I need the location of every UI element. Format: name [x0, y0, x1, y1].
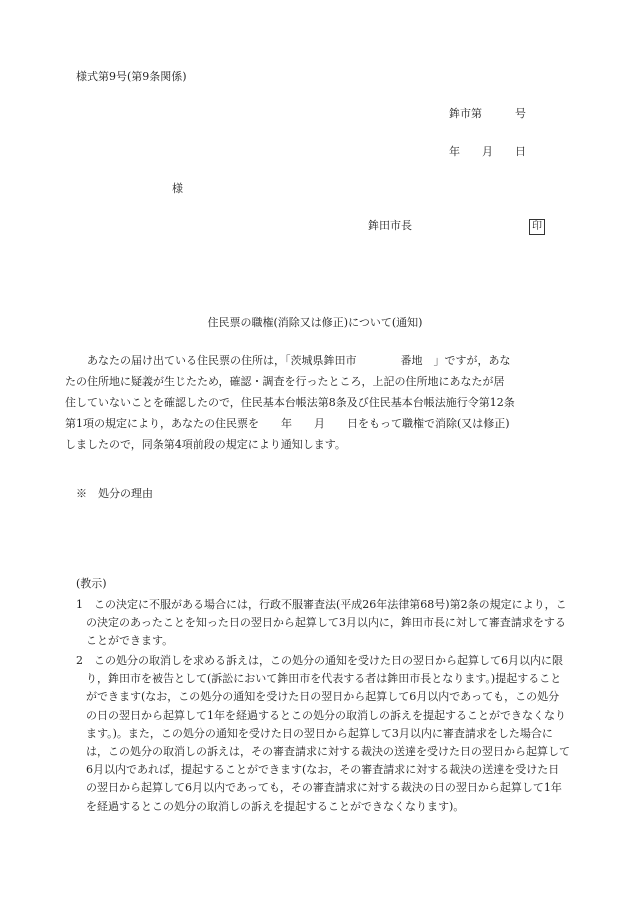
body-line: あなたの届け出ている住民票の住所は，「茨城県鉾田市 番地 」ですが，あな: [87, 354, 511, 367]
kyoji-item: [76, 652, 570, 816]
seal-mark: 印: [529, 219, 545, 235]
item-text: この決定に不服がある場合には，行政不服審査法(平成26年法律第68号)第2条の規定により，この決定のあったことを知った日の翌日から起算して3月以内に，鉾田市長に対して審査請求をすることができます。: [86, 598, 567, 648]
document-title: 住民票の職権(消除又は修正)について(通知): [207, 316, 423, 329]
reason-label: ※ 処分の理由: [76, 487, 153, 500]
notice-body: [65, 350, 558, 455]
body-line: 住していないことを確認したので，住民基本台帳法第8条及び住民基本台帳法施行令第12条: [65, 396, 515, 409]
item-number: 1: [76, 598, 83, 611]
kyoji-item: [76, 596, 570, 651]
body-line: 第1項の規定により，あなたの住民票を 年 月 日をもって職権で消除(又は修正): [65, 417, 510, 430]
sender-name: 鉾田市長: [368, 219, 412, 232]
addressee-honorific: 様: [172, 182, 183, 195]
document-number: 鉾市第 号: [449, 107, 526, 120]
issue-date: 年 月 日: [449, 145, 526, 158]
item-text: この処分の取消しを求める訴えは，この処分の通知を受けた日の翌日から起算して6月以内に限り，鉾田市を被告として(訴訟において鉾田市を代表する者は鉾田市長となります。)提起することができます(なお，この処分の通知を受けた日の翌日から起算して6月以内であっても，この処分の日の翌日から起算して1年を経過するとこの処分の取消しの訴えを提起することができなくなります。)。また，この処分の通知を受けた日の翌日から起算して3月以内に審査請求をした場合には，この処分の取消しの訴えは，その審査請求に対する裁決の送達を受けた日の翌日から起算して6月以内であれば，提起することができます(なお，その審査請求に対する裁決の送達を受けた日の翌日から起算して6月以内であっても，その審査請求に対する裁決の日の翌日から起算して1年を経過するとこの処分の取消しの訴えを提起することができなくなります)。: [86, 654, 570, 813]
body-line: たの住所地に疑義が生じたため，確認・調査を行ったところ，上記の住所地にあなたが居: [65, 375, 505, 388]
form-number: 様式第9号(第9条関係): [76, 70, 187, 83]
item-number: 2: [76, 654, 83, 667]
kyoji-heading: (教示): [76, 577, 107, 590]
body-line: しましたので，同条第4項前段の規定により通知します。: [65, 438, 346, 451]
